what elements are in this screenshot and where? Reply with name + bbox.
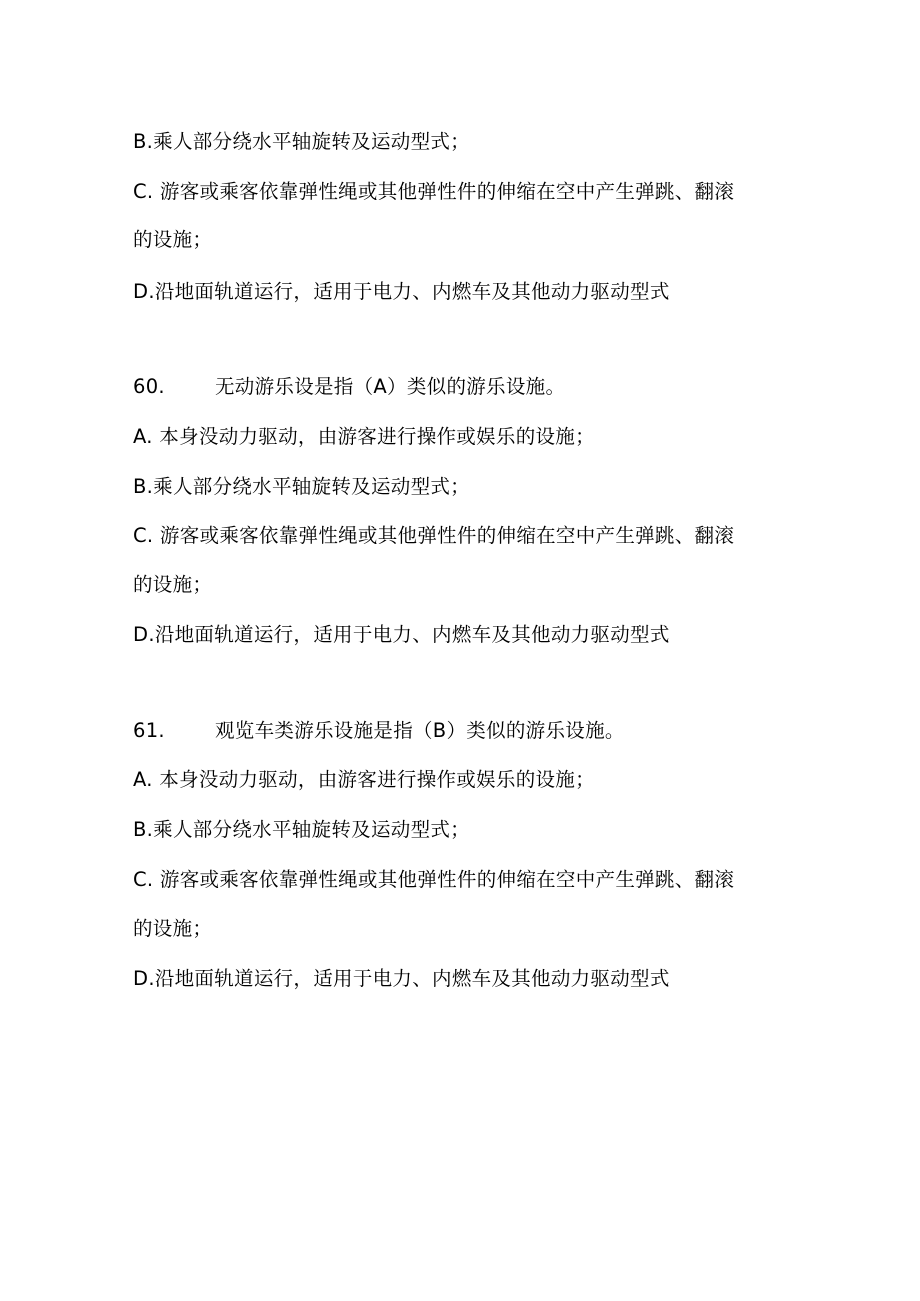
- question-61-option-a: A. 本身没动力驱动，由游客进行操作或娱乐的设施；: [133, 768, 595, 791]
- prev-option-b: B.乘人部分绕水平轴旋转及运动型式；: [133, 130, 470, 153]
- question-61-number: 61.: [133, 719, 165, 742]
- question-60-option-d: D.沿地面轨道运行，适用于电力、内燃车及其他动力驱动型式: [133, 623, 670, 646]
- question-61-option-d: D.沿地面轨道运行，适用于电力、内燃车及其他动力驱动型式: [133, 967, 670, 990]
- question-60-option-b: B.乘人部分绕水平轴旋转及运动型式；: [133, 475, 470, 498]
- question-61-heading: [133, 719, 813, 743]
- question-60-option-c-line1: C. 游客或乘客依靠弹性绳或其他弹性件的伸缩在空中产生弹跳、翻滚: [133, 524, 735, 547]
- question-61-option-c-line1: C. 游客或乘客依靠弹性绳或其他弹性件的伸缩在空中产生弹跳、翻滚: [133, 868, 735, 891]
- question-60-stem: 无动游乐设是指（A）类似的游乐设施。: [215, 375, 566, 398]
- prev-option-d: D.沿地面轨道运行，适用于电力、内燃车及其他动力驱动型式: [133, 280, 670, 303]
- question-61-option-c-line2: 的设施；: [133, 917, 213, 940]
- prev-option-c-line2: 的设施；: [133, 228, 213, 251]
- question-61-stem: 观览车类游乐设施是指（B）类似的游乐设施。: [215, 719, 625, 742]
- question-60-heading: [133, 375, 813, 399]
- question-60-number: 60.: [133, 375, 165, 398]
- prev-option-c-line1: C. 游客或乘客依靠弹性绳或其他弹性件的伸缩在空中产生弹跳、翻滚: [133, 180, 735, 203]
- question-61-option-b: B.乘人部分绕水平轴旋转及运动型式；: [133, 818, 470, 841]
- question-60-option-c-line2: 的设施；: [133, 573, 213, 596]
- question-60-option-a: A. 本身没动力驱动，由游客进行操作或娱乐的设施；: [133, 425, 595, 448]
